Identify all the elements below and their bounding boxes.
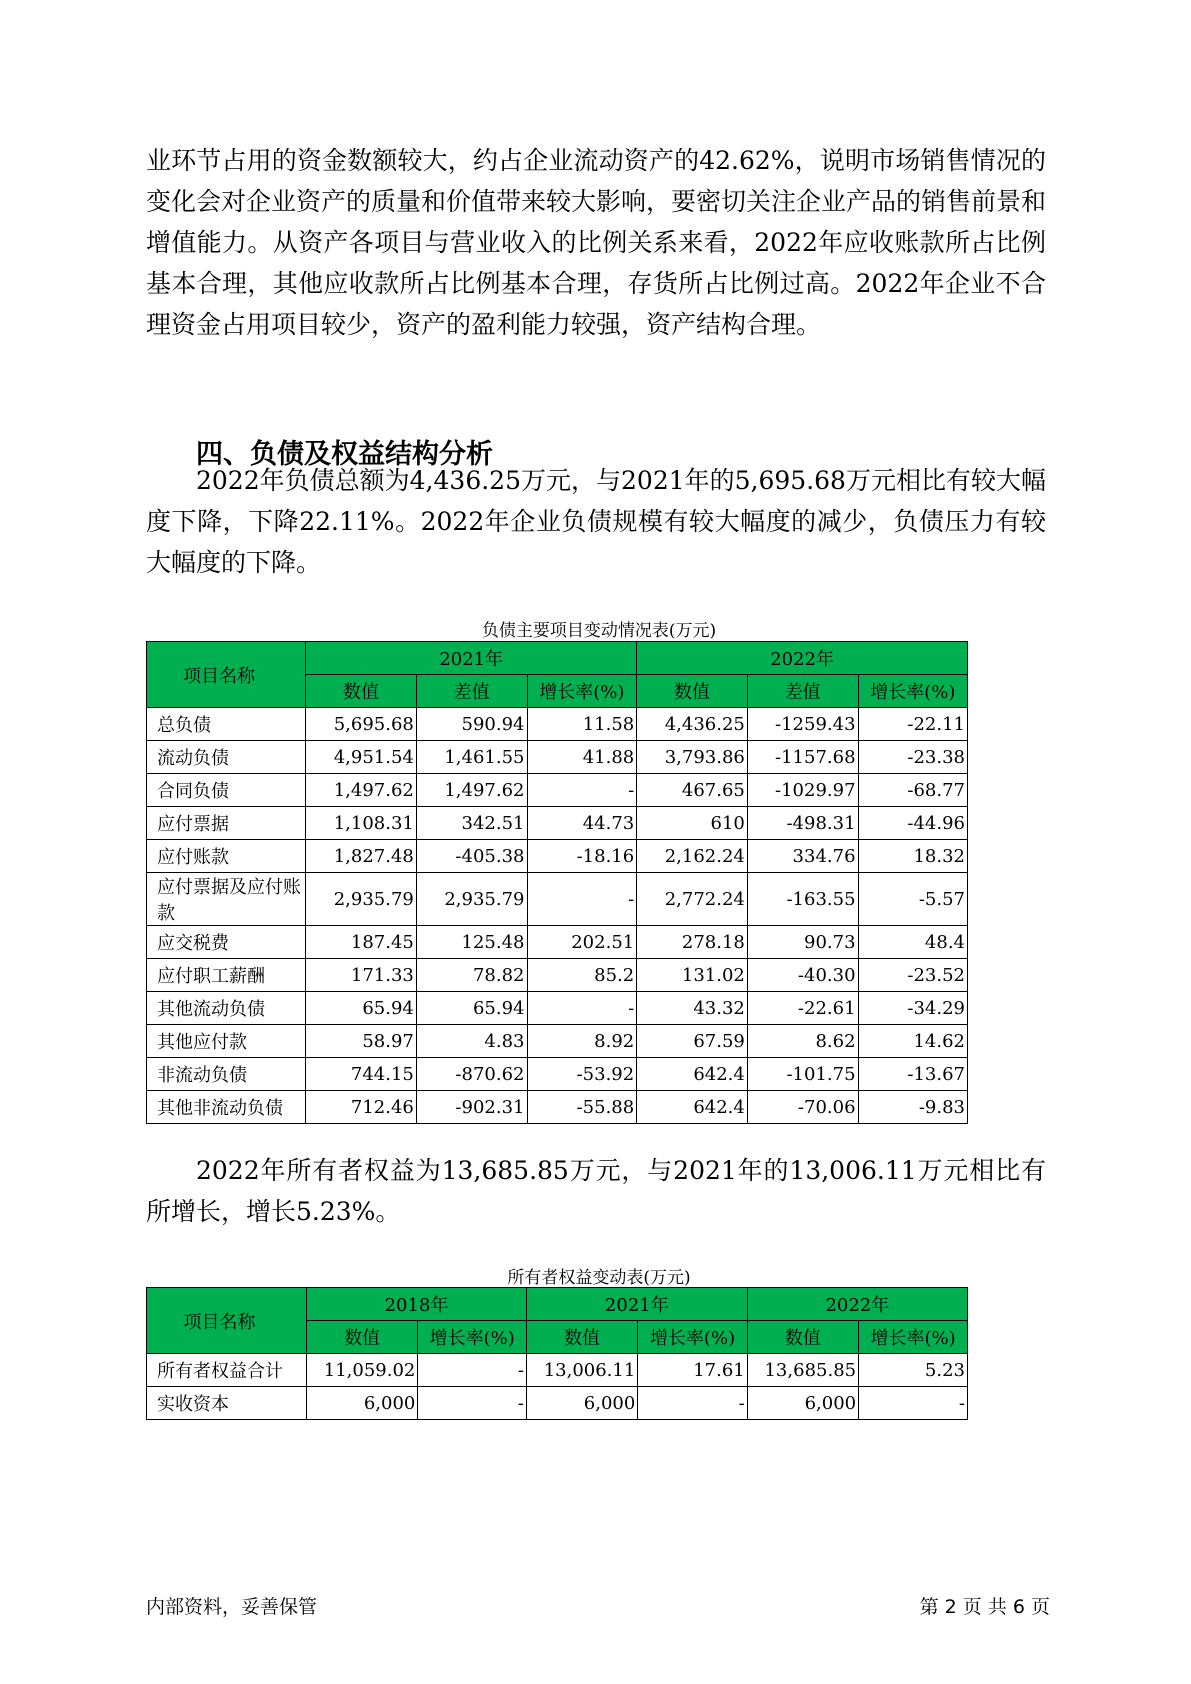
equity-table-body (147, 1354, 968, 1420)
table-cell: 467.65 (637, 774, 748, 807)
liability-paragraph: 2022年负债总额为4,436.25万元，与2021年的5,695.68万元相比有较大幅度下降，下降22.11%。2022年企业负债规模有较大幅度的减少，负债压力有较大幅度的下降。 (146, 466, 1046, 577)
row-item-name: 流动负债 (147, 741, 306, 774)
table-cell: 278.18 (637, 926, 748, 959)
section-heading: 四、负债及权益结构分析 (196, 439, 493, 470)
table-cell: 18.32 (858, 840, 967, 873)
table-cell: 44.73 (527, 807, 637, 840)
table-cell: -902.31 (416, 1091, 527, 1124)
table-cell: -55.88 (527, 1091, 637, 1124)
year-header-2021: 2021年 (526, 1288, 747, 1321)
table-cell: 2,162.24 (637, 840, 748, 873)
table-cell: 13,685.85 (747, 1354, 858, 1387)
liability-table (146, 641, 968, 1124)
table-cell: 6,000 (747, 1387, 858, 1420)
table-row (147, 873, 968, 926)
table-cell: -9.83 (858, 1091, 967, 1124)
table-cell: - (527, 992, 637, 1025)
table-cell: - (859, 1387, 968, 1420)
table-cell: 6,000 (526, 1387, 637, 1420)
table-cell: -34.29 (858, 992, 967, 1025)
intro-paragraph: 业环节占用的资金数额较大，约占企业流动资产的42.62%，说明市场销售情况的变化会对企业资产的质量和价值带来较大影响，要密切关注企业产品的销售前景和增值能力。从资产各项目与营业收入的比例关系来看，2022年应收账款所占比例基本合理，其他应收款所占比例基本合理，存货所占比例过高。2022年企业不合理资金占用项目较少，资产的盈利能力较强，资产结构合理。 (146, 146, 1047, 339)
table-cell: 67.59 (637, 1025, 748, 1058)
sub-header: 增长率(%) (859, 1321, 968, 1354)
table-cell: 1,461.55 (416, 741, 527, 774)
table-cell: 334.76 (747, 840, 858, 873)
table-cell: 11.58 (527, 708, 637, 741)
table-cell: 5,695.68 (306, 708, 417, 741)
table-cell: 2,935.79 (306, 873, 417, 926)
row-item-name: 其他流动负债 (147, 992, 306, 1025)
row-item-name: 其他非流动负债 (147, 1091, 306, 1124)
table-cell: 43.32 (637, 992, 748, 1025)
table-cell: -68.77 (858, 774, 967, 807)
table-cell: 11,059.02 (307, 1354, 418, 1387)
table-cell: 131.02 (637, 959, 748, 992)
table-cell: 78.82 (416, 959, 527, 992)
table-cell: 14.62 (858, 1025, 967, 1058)
table-cell: 590.94 (416, 708, 527, 741)
table-cell: 4.83 (416, 1025, 527, 1058)
table-cell: -70.06 (747, 1091, 858, 1124)
equity-table (146, 1287, 968, 1420)
row-item-name: 所有者权益合计 (147, 1354, 307, 1387)
table-cell: -1157.68 (747, 741, 858, 774)
table-cell: -5.57 (858, 873, 967, 926)
equity-table-caption: 所有者权益变动表(万元) (507, 1268, 691, 1288)
table-row (147, 1387, 968, 1420)
table-cell: 90.73 (747, 926, 858, 959)
row-item-name: 应付票据及应付账款 (147, 873, 306, 926)
table-cell: 1,497.62 (416, 774, 527, 807)
sub-header: 差值 (747, 675, 858, 708)
table-row (147, 708, 968, 741)
table-cell: 1,827.48 (306, 840, 417, 873)
row-item-name: 非流动负债 (147, 1058, 306, 1091)
sub-header: 增长率(%) (858, 675, 967, 708)
year-header-2022: 2022年 (637, 642, 968, 675)
table-cell: 2,772.24 (637, 873, 748, 926)
table-row (147, 807, 968, 840)
table-cell: -405.38 (416, 840, 527, 873)
sub-header: 增长率(%) (418, 1321, 527, 1354)
liability-table-caption: 负债主要项目变动情况表(万元) (481, 621, 717, 641)
sub-header: 增长率(%) (638, 1321, 747, 1354)
sub-header: 数值 (526, 1321, 637, 1354)
table-cell: 6,000 (307, 1387, 418, 1420)
table-cell: 5.23 (859, 1354, 968, 1387)
row-item-name: 应付职工薪酬 (147, 959, 306, 992)
table-cell: -101.75 (747, 1058, 858, 1091)
table-cell: 187.45 (306, 926, 417, 959)
sub-header: 数值 (306, 675, 417, 708)
table-cell: 8.92 (527, 1025, 637, 1058)
row-item-name: 应付票据 (147, 807, 306, 840)
row-item-name: 应交税费 (147, 926, 306, 959)
row-item-name: 实收资本 (147, 1387, 307, 1420)
table-cell: -22.61 (747, 992, 858, 1025)
table-cell: -23.38 (858, 741, 967, 774)
sub-header: 数值 (307, 1321, 418, 1354)
table-cell: 2,935.79 (416, 873, 527, 926)
sub-header: 差值 (416, 675, 527, 708)
table-cell: 4,436.25 (637, 708, 748, 741)
table-cell: -1259.43 (747, 708, 858, 741)
table-cell: 85.2 (527, 959, 637, 992)
table-cell: 48.4 (858, 926, 967, 959)
table-cell: -1029.97 (747, 774, 858, 807)
table-row (147, 1091, 968, 1124)
table-row (147, 1025, 968, 1058)
liability-table-body (147, 708, 968, 1124)
year-header-2021: 2021年 (306, 642, 637, 675)
table-cell: 125.48 (416, 926, 527, 959)
table-cell: 58.97 (306, 1025, 417, 1058)
footer-page-number: 第 2 页 共 6 页 (919, 1596, 1050, 1618)
table-row (147, 741, 968, 774)
table-cell: 642.4 (637, 1091, 748, 1124)
sub-header: 增长率(%) (527, 675, 637, 708)
table-row (147, 1354, 968, 1387)
table-cell: 3,793.86 (637, 741, 748, 774)
table-cell: -18.16 (527, 840, 637, 873)
table-row (147, 774, 968, 807)
table-cell: -498.31 (747, 807, 858, 840)
table-cell: 342.51 (416, 807, 527, 840)
table-cell: - (418, 1354, 527, 1387)
table-cell: 65.94 (416, 992, 527, 1025)
table-cell: 13,006.11 (526, 1354, 637, 1387)
table-cell: 202.51 (527, 926, 637, 959)
row-item-name: 应付账款 (147, 840, 306, 873)
sub-header: 数值 (637, 675, 748, 708)
table-cell: -13.67 (858, 1058, 967, 1091)
table-cell: -44.96 (858, 807, 967, 840)
table-cell: 17.61 (638, 1354, 747, 1387)
row-item-name: 其他应付款 (147, 1025, 306, 1058)
equity-paragraph: 2022年所有者权益为13,685.85万元，与2021年的13,006.11万元相比有所增长，增长5.23%。 (146, 1156, 1046, 1226)
table-cell: 4,951.54 (306, 741, 417, 774)
table-cell: 1,497.62 (306, 774, 417, 807)
table-cell: 642.4 (637, 1058, 748, 1091)
item-name-header: 项目名称 (147, 1288, 307, 1354)
table-cell: - (638, 1387, 747, 1420)
table-cell: 65.94 (306, 992, 417, 1025)
row-item-name: 合同负债 (147, 774, 306, 807)
table-cell: 610 (637, 807, 748, 840)
table-cell: -163.55 (747, 873, 858, 926)
table-row (147, 992, 968, 1025)
item-name-header: 项目名称 (147, 642, 306, 708)
table-cell: - (418, 1387, 527, 1420)
table-row (147, 959, 968, 992)
table-cell: -23.52 (858, 959, 967, 992)
sub-header: 数值 (747, 1321, 858, 1354)
table-row (147, 840, 968, 873)
year-header-2018: 2018年 (307, 1288, 527, 1321)
table-cell: - (527, 774, 637, 807)
table-cell: -53.92 (527, 1058, 637, 1091)
table-cell: -870.62 (416, 1058, 527, 1091)
table-cell: 8.62 (747, 1025, 858, 1058)
table-cell: -22.11 (858, 708, 967, 741)
table-cell: 41.88 (527, 741, 637, 774)
table-cell: 1,108.31 (306, 807, 417, 840)
table-cell: 712.46 (306, 1091, 417, 1124)
footer-confidential-note: 内部资料，妥善保管 (146, 1596, 318, 1618)
row-item-name: 总负债 (147, 708, 306, 741)
table-cell: 171.33 (306, 959, 417, 992)
table-row (147, 926, 968, 959)
table-row (147, 1058, 968, 1091)
table-cell: -40.30 (747, 959, 858, 992)
year-header-2022: 2022年 (747, 1288, 967, 1321)
table-cell: 744.15 (306, 1058, 417, 1091)
table-cell: - (527, 873, 637, 926)
